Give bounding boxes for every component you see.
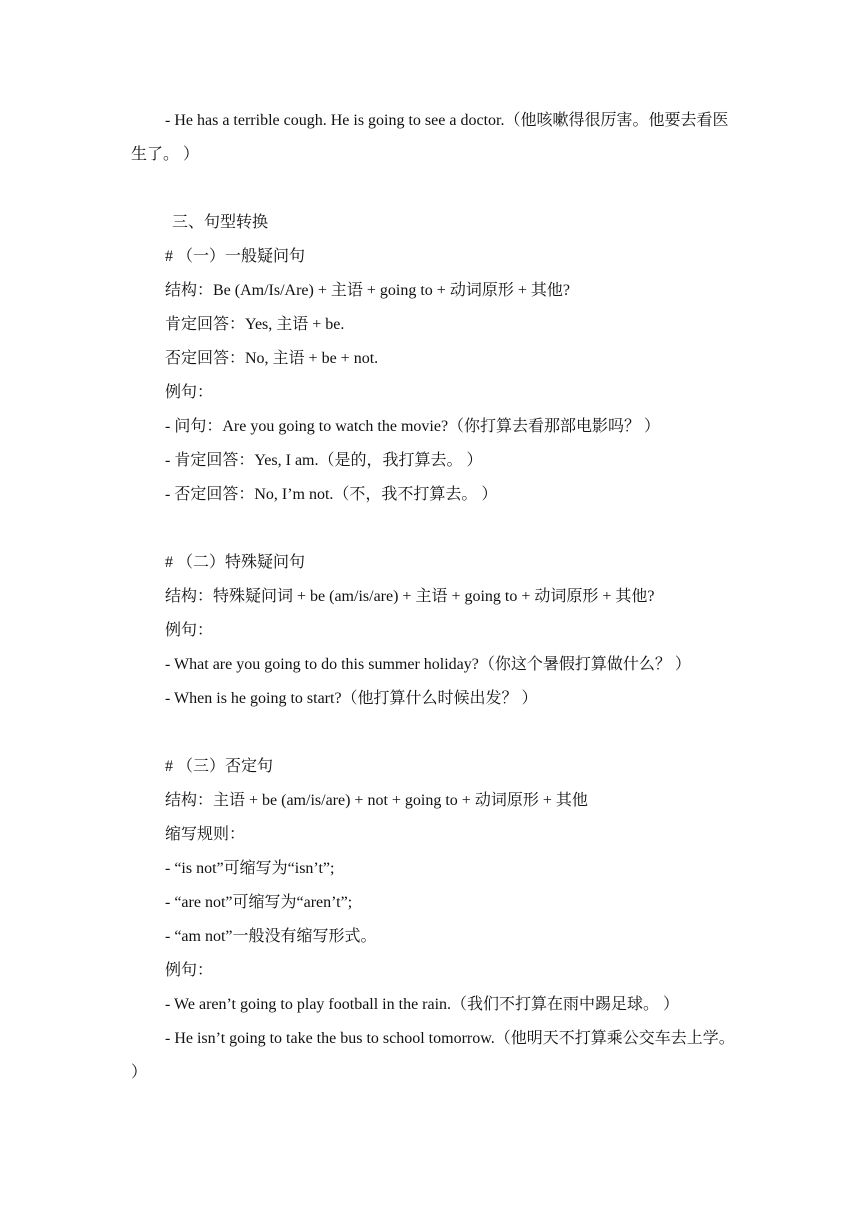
intro-example: - He has a terrible cough. He is going to see a doctor.（他咳嗽得很厉害。他要去看医生了。 ）	[131, 112, 729, 163]
part2-examples-label: 例句：	[165, 622, 214, 639]
part1-structure: 结构：Be (Am/Is/Are) + 主语 + going to + 动词原形 + 其他?	[165, 282, 570, 299]
spacer	[131, 512, 735, 546]
part3-rule-am-not: - “am not”一般没有缩写形式。	[165, 928, 377, 945]
part3-rules-label: 缩写规则：	[165, 826, 246, 843]
part1-positive-answer: 肯定回答：Yes, 主语 + be.	[165, 316, 345, 333]
page-content	[131, 104, 735, 1090]
part1-example-positive: - 肯定回答：Yes, I am.（是的，我打算去。 ）	[165, 452, 483, 469]
part3-heading: # （三）否定句	[165, 758, 274, 775]
part1-heading: # （一）一般疑问句	[165, 248, 306, 265]
part3-examples-label: 例句：	[165, 962, 214, 979]
part1-example-question: - 问句：Are you going to watch the movie?（你打算去看那部电影吗？ ）	[165, 418, 661, 435]
part3-rule-is-not: - “is not”可缩写为“isn’t”;	[165, 860, 335, 877]
part1-examples-label: 例句：	[165, 384, 214, 401]
part1-example-negative: - 否定回答：No, I’m not.（不，我不打算去。 ）	[165, 486, 498, 503]
part2-heading: # （二）特殊疑问句	[165, 554, 306, 571]
part2-example-1: - What are you going to do this summer holiday?（你这个暑假打算做什么？ ）	[165, 656, 691, 673]
spacer	[131, 716, 735, 750]
part1-negative-answer: 否定回答：No, 主语 + be + not.	[165, 350, 379, 367]
section-title: 三、句型转换	[172, 214, 269, 231]
spacer	[131, 172, 735, 206]
part2-example-2: - When is he going to start?（他打算什么时候出发？ ）	[165, 690, 538, 707]
part3-example-1: - We aren’t going to play football in the rain.（我们不打算在雨中踢足球。 ）	[165, 996, 680, 1013]
part3-rule-are-not: - “are not”可缩写为“aren’t”;	[165, 894, 353, 911]
part3-example-2: - He isn’t going to take the bus to school tomorrow.（他明天不打算乘公交车去上学。 ）	[131, 1030, 735, 1081]
part2-structure: 结构：特殊疑问词 + be (am/is/are) + 主语 + going to + 动词原形 + 其他?	[165, 588, 655, 605]
part3-structure: 结构：主语 + be (am/is/are) + not + going to + 动词原形 + 其他	[165, 792, 588, 809]
